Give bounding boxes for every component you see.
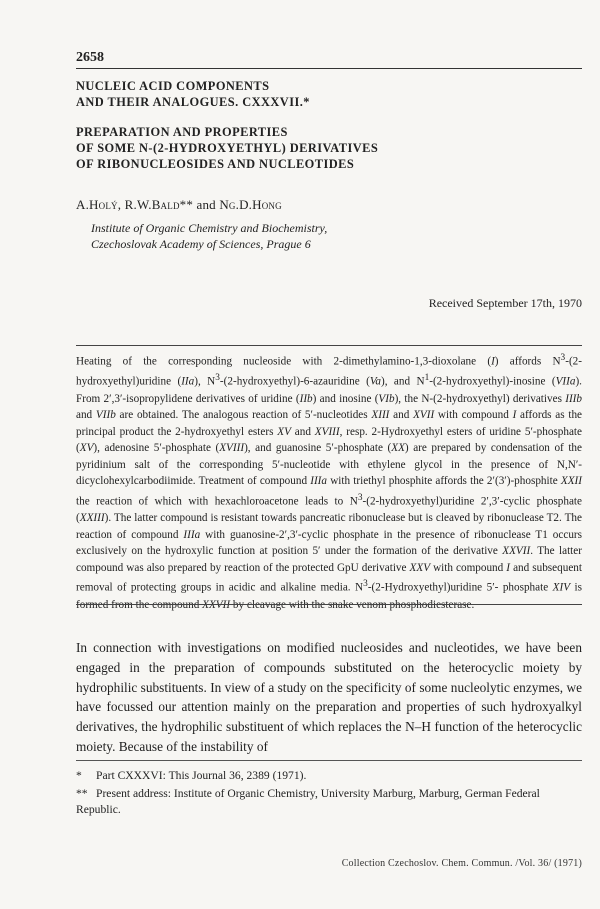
affiliation <box>91 220 571 252</box>
journal-reference: Collection Czechoslov. Chem. Commun. /Vol. 36/ (1971) <box>341 858 582 869</box>
series-title-line-2: AND THEIR ANALOGUES. CXXXVII.* <box>76 95 310 109</box>
footnote-rule <box>76 760 582 761</box>
header-rule <box>76 68 582 69</box>
affiliation-line-1: Institute of Organic Chemistry and Biochemistry, <box>91 221 328 235</box>
article-title-line-3: OF RIBONUCLEOSIDES AND NUCLEOTIDES <box>76 157 355 171</box>
abstract-bottom-rule <box>76 604 582 605</box>
series-title-line-1: NUCLEIC ACID COMPONENTS <box>76 79 270 93</box>
abstract: Heating of the corresponding nucleoside with 2-dimethylamino-1,3-dioxolane (I) affords $N^3-(2-hydroxyethyl)uridine$ (IIa), $N^3-(2-hydroxyethyl)-6$-azauridine (Va), and $N^1-(2-hydroxyethyl)$-inosine (VIIa). From 2′,3′-isopropylidene derivatives of uridine (IIb) and inosine (VIb), the N-(2-hydroxyethyl) derivatives IIIb and VIIb are obtained. The analogous reaction of 5′-nucleotides XIII and XVII with compound I affords as the principal product the 2-hydroxyethyl esters XV and XVIII, resp. 2-Hydroxyethyl esters of uridine 5′-phosphate (XV), adenosine 5′-phosphate (XVIII), and guanosine 5′-phosphate (XX) are prepared by condensation of the pyridinium salt of the corresponding 5′-nucleotide with ethylene glycol in the presence of N,N′-dicyclohexylcarbodiimide. Treatment of compound IIIa with triethyl phosphite affords the 2′(3′)-phosphite XXII the reaction of which with hexachloroacetone leads to $N^3-(2-hydroxyethyl)uridine$ 2′,3′-cyclic phosphate (XXIII). The latter compound is resistant towards pancreatic ribonuclease but is cleaved by ribonuclease T2. The reaction of compound IIIa with guanosine-2′,3′-cyclic phosphate in the presence of ribonuclease T1 occurs exclusively on the hydroxylic function at position 5′ under the formation of the derivative XXVII. The latter compound was also prepared by reaction of the protected GpU derivative XXV with compound I and subsequent removal of protecting groups in acidic and alkaline media. $N^3-(2-Hydroxyethyl)uridine$ 5′- phosphate XIV is formed from the compound XXVII by cleavage with the snake venom phosphodiesterase. <box>76 353 583 611</box>
footnote-1-mark: * <box>76 769 82 782</box>
affiliation-line-2: Czechoslovak Academy of Sciences, Prague 6 <box>91 237 311 251</box>
footnote-1 <box>76 768 582 784</box>
received-date: Received September 17th, 1970 <box>428 296 582 310</box>
series-title <box>76 78 582 110</box>
footnote-2-mark: ** <box>76 787 88 800</box>
body-paragraph: In connection with investigations on modified nucleosides and nucleotides, we have been engaged in the preparation of compounds substituted on the heterocyclic moiety by hydrophilic substituents. In view of a study on the specificity of some nucleolytic enzymes, we have focussed our attention mainly on the preparation and properties of such hydroxyalkyl derivatives, the hydrophilic substituent of which replaces the N–H function of the heterocyclic moiety. Because of the instability of <box>76 640 582 754</box>
article-title-line-1: PREPARATION AND PROPERTIES <box>76 125 288 139</box>
article-title-line-2: OF SOME N-(2-HYDROXYETHYL) DERIVATIVES <box>76 141 379 155</box>
abstract-top-rule <box>76 345 582 346</box>
footnote-2-text: Present address: Institute of Organic Chemistry, University Marburg, Marburg, German Federal Republic. <box>76 787 540 816</box>
article-title <box>76 124 582 172</box>
footnote-2 <box>76 786 582 818</box>
page-number: 2658 <box>76 50 104 65</box>
authors: A.Holý, R.W.Bald** and Ng.D.Hong <box>76 197 282 212</box>
footnote-1-text: Part CXXXVI: This Journal 36, 2389 (1971). <box>96 769 307 782</box>
